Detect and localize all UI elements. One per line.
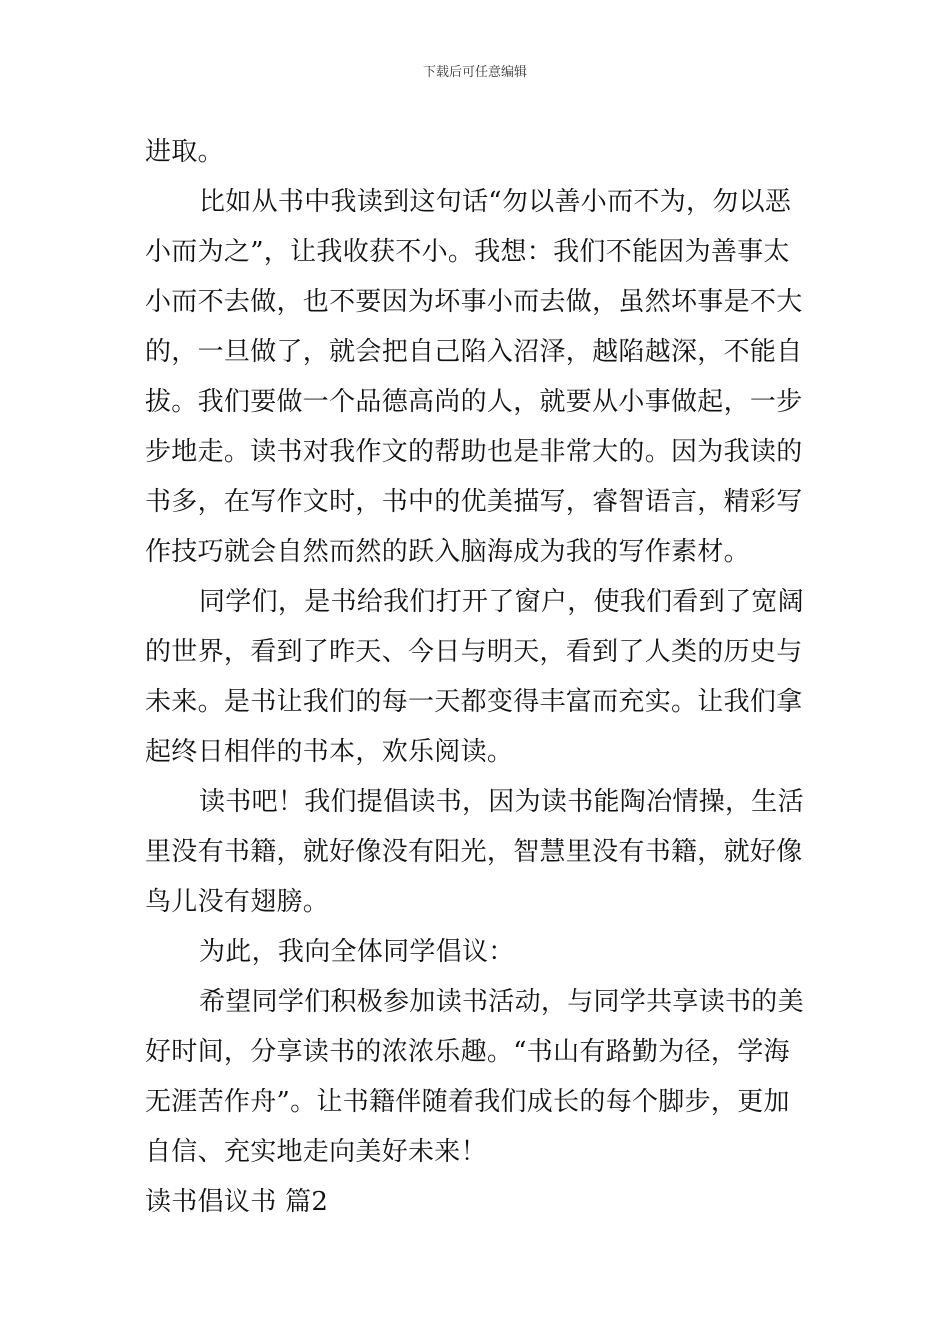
paragraph-first-line: 读书吧！我们提倡读书，因为读书能陶冶情操，生活 <box>199 787 804 817</box>
page-header-note: 下载后可任意编辑 <box>422 65 527 80</box>
text-line: 小而不去做，也不要因为坏事小而去做，虽然坏事是不大 <box>145 287 803 317</box>
text-line: 的，一旦做了，就会把自己陷入沼泽，越陷越深，不能自 <box>145 337 803 367</box>
text-line: 书多，在写作文时，书中的优美描写，睿智语言，精彩写 <box>145 487 803 517</box>
text-line: 作技巧就会自然而然的跃入脑海成为我的写作素材。 <box>145 537 750 567</box>
text-line: 小而为之”，让我收获不小。我想：我们不能因为善事太 <box>145 237 790 267</box>
text-line: 未来。是书让我们的每一天都变得丰富而充实。让我们拿 <box>145 687 803 717</box>
paragraph-first-line: 同学们，是书给我们打开了窗户，使我们看到了宽阔 <box>199 587 804 617</box>
text-line: 起终日相伴的书本，欢乐阅读。 <box>145 737 514 767</box>
text-line: 里没有书籍，就好像没有阳光，智慧里没有书籍，就好像 <box>145 837 803 867</box>
text-line: 鸟儿没有翅膀。 <box>145 887 330 917</box>
paragraph-first-line: 希望同学们积极参加读书活动，与同学共享读书的美 <box>199 987 804 1017</box>
paragraph-first-line: 比如从书中我读到这句话“勿以善小而不为，勿以恶 <box>199 187 792 217</box>
section-heading: 读书倡议书 篇2 <box>145 1187 329 1217</box>
text-line: 的世界，看到了昨天、今日与明天，看到了人类的历史与 <box>145 637 803 667</box>
text-line: 进取。 <box>145 137 224 167</box>
document-body <box>145 127 810 1227</box>
text-line: 无涯苦作舟”。让书籍伴随着我们成长的每个脚步，更加 <box>145 1087 790 1117</box>
text-line: 好时间，分享读书的浓浓乐趣。“书山有路勤为径，学海 <box>145 1037 790 1067</box>
text-line: 自信、充实地走向美好未来！ <box>145 1137 487 1167</box>
paragraph-first-line: 为此，我向全体同学倡议： <box>199 937 515 967</box>
text-line: 拔。我们要做一个品德高尚的人，就要从小事做起，一步 <box>145 387 803 417</box>
text-line: 步地走。读书对我作文的帮助也是非常大的。因为我读的 <box>145 437 803 467</box>
